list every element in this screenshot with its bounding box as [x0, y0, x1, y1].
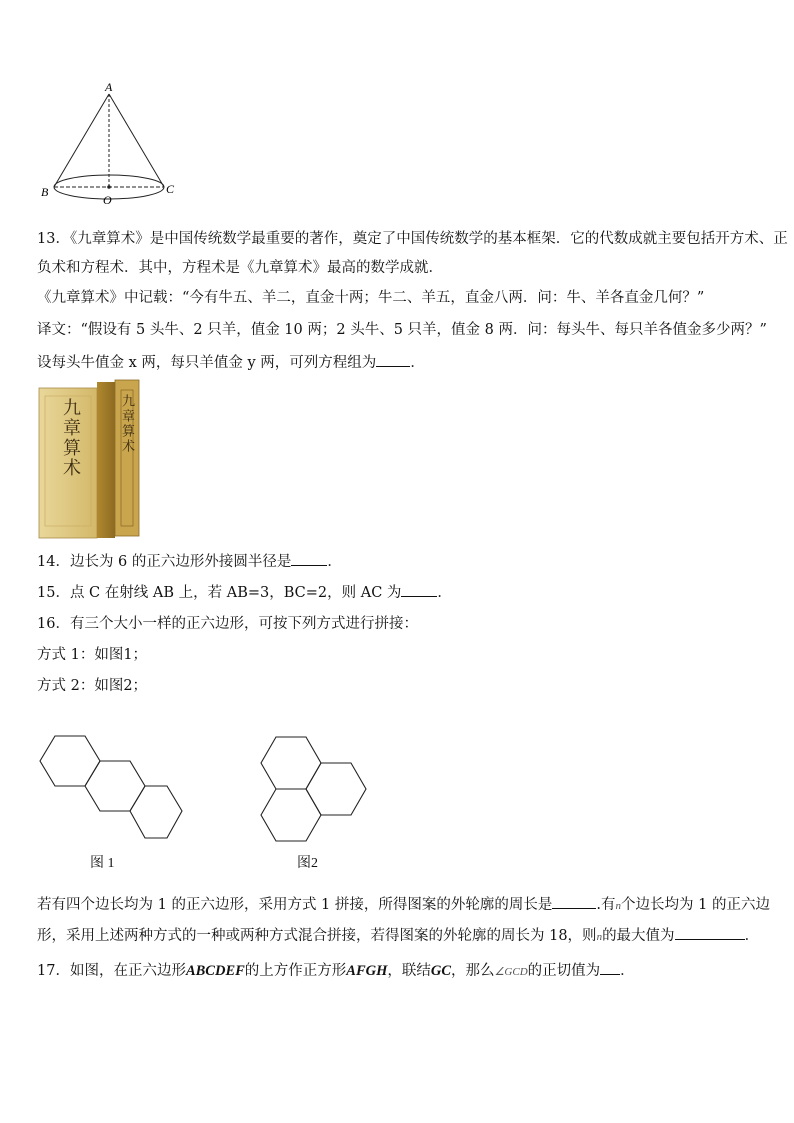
fig2-hexagon-bottom — [261, 789, 321, 841]
q17-c: 的上方作正方形 — [244, 963, 347, 979]
label-b: B — [41, 185, 49, 199]
q14-text: 14．边长为 6 的正六边形外接圆半径是 — [37, 554, 292, 570]
fig2-caption: 图2 — [297, 856, 318, 871]
label-c: C — [166, 182, 175, 196]
q16-line5 — [37, 925, 759, 947]
q16-line2: 方式 1：如图1； — [37, 647, 148, 663]
q16-line4 — [37, 894, 770, 916]
q16-line5-end: ． — [744, 928, 760, 944]
q13-line3: 《九章算术》中记载：“今有牛五、羊二，直金十两；牛二、羊五，直金八两．问：牛、羊各直金几何？” — [37, 290, 705, 306]
q14-end: ． — [327, 554, 342, 570]
q15-end: ． — [437, 585, 452, 601]
q17-segment-name: GC — [430, 963, 452, 979]
figure-1 — [38, 735, 186, 845]
q16-line5-a: 形，采用上述两种方式的一种或两种方式混合拼接，若得图案的外轮廓的周长为 18，则 — [37, 928, 597, 944]
q16-line5-n: n — [596, 931, 603, 943]
q13-answer-blank[interactable] — [376, 352, 410, 367]
q13-line1: 13．《九章算术》是中国传统数学最重要的著作，奠定了中国传统数学的基本框架．它的代数成就主要包括开方术、正 — [37, 231, 788, 247]
figure-2 — [258, 735, 368, 847]
q15-line — [37, 582, 452, 603]
q16-line4-c: 个边长均为 1 的正六边 — [621, 897, 770, 913]
fig1-hexagon-3 — [130, 786, 182, 838]
q17-e: ，联结 — [387, 963, 431, 979]
cone-right-edge — [109, 94, 164, 187]
cone-figure — [38, 80, 188, 205]
label-a: A — [105, 80, 113, 94]
q17-hexagon-name: ABCDEF — [185, 963, 245, 979]
q13-line5-text: 设每头牛值金 x 两，每只羊值金 y 两，可列方程组为 — [37, 355, 377, 371]
q13-line5 — [37, 352, 425, 373]
fig1-hexagon-1 — [40, 736, 100, 786]
q16-line4-a: 若有四个边长均为 1 的正六边形，采用方式 1 拼接，所得图案的外轮廓的周长是 — [37, 897, 553, 913]
q17-i: 的正切值为 — [527, 963, 601, 979]
q13-line2: 负术和方程术．其中，方程术是《九章算术》最高的数学成就． — [37, 260, 443, 276]
fig1-caption: 图 1 — [90, 856, 115, 871]
q16-answer-blank-1[interactable] — [552, 894, 596, 909]
label-o: O — [103, 193, 112, 205]
q15-text: 15．点 C 在射线 AB 上，若 AB=3，BC=2，则 AC 为 — [37, 585, 402, 601]
book-spine-title: 九章算术 — [119, 394, 134, 454]
q17-angle: ∠GCD — [494, 966, 528, 978]
q16-line5-b: 的最大值为 — [602, 928, 675, 944]
q14-line — [37, 551, 342, 572]
q17-answer-blank[interactable] — [600, 960, 620, 975]
q14-answer-blank[interactable] — [291, 551, 327, 566]
q17-end: ． — [620, 963, 635, 979]
fig1-hexagon-2 — [85, 761, 145, 811]
book-cover-title: 九章算术 — [60, 398, 81, 478]
q17-line — [37, 960, 635, 982]
cone-left-edge — [54, 94, 109, 187]
q16-line4-b: .有 — [596, 897, 616, 913]
q17-square-name: AFGH — [346, 963, 388, 979]
fig2-hexagon-right — [306, 763, 366, 815]
q16-line3: 方式 2：如图2； — [37, 678, 148, 694]
q15-answer-blank[interactable] — [401, 582, 437, 597]
center-point — [107, 185, 111, 189]
q16-answer-blank-2[interactable] — [675, 925, 745, 940]
fig2-hexagon-top — [261, 737, 321, 789]
book-image — [37, 378, 141, 540]
q16-line4-n: n — [615, 900, 621, 912]
q16-line1: 16．有三个大小一样的正六边形，可按下列方式进行拼接： — [37, 616, 418, 632]
q17-g: ，那么 — [451, 963, 495, 979]
q13-line4: 译文：“假设有 5 头牛、2 只羊，值金 10 两；2 头牛、5 只羊，值金 8 两．问：每头牛、每只羊各值金多少两？” — [37, 322, 767, 338]
q13-line5-end: ． — [410, 355, 425, 371]
q17-a: 17．如图，在正六边形 — [37, 963, 186, 979]
